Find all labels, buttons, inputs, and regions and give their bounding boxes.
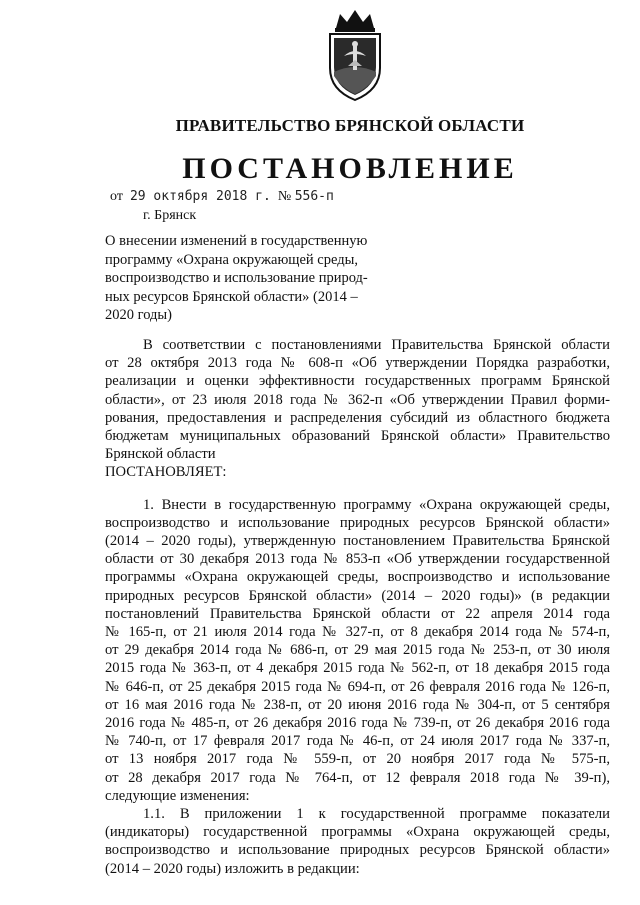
item1-line: 2015 года № 363-п, от 4 декабря 2015 года № 562-п, от 18 декабря 2015 года xyxy=(105,660,610,677)
subject-line: О внесении изменений в государственную xyxy=(105,233,368,249)
item1-line: № 646-п, от 25 декабря 2015 года № 694-п, от 26 февраля 2016 года № 126-п, xyxy=(105,678,610,695)
preamble-line: бюджетам муниципальных образований Брянской области» Правительство xyxy=(105,428,610,445)
subject-line: 2020 годы) xyxy=(105,307,172,324)
item1-line: постановлений Правительства Брянской области от 22 апреля 2014 года xyxy=(105,605,610,622)
item1-line: № 740-п, от 17 февраля 2017 года № 46-п, от 24 июля 2017 года № 337-п, xyxy=(105,733,610,750)
preamble-line: от 28 октября 2013 года № 608-п «Об утверждении Порядка разработки, xyxy=(105,355,610,372)
preamble-line: области», от 23 июля 2018 года № 362-п «Об утверждении Правил форми- xyxy=(105,391,610,408)
number-value: 556-п xyxy=(294,189,334,204)
item11-line: (2014 – 2020 годы) изложить в редакции: xyxy=(105,860,360,877)
subject-line: ных ресурсов Брянской области» (2014 – xyxy=(105,288,358,305)
government-name: ПРАВИТЕЛЬСТВО БРЯНСКОЙ ОБЛАСТИ xyxy=(175,116,525,135)
item1-line: природных ресурсов Брянской области» (2014 – 2020 годы)» (в редакции xyxy=(105,587,610,604)
date-prefix: от xyxy=(110,189,123,204)
item11-line: 1.1. В приложении 1 к государственной программе показатели xyxy=(143,806,610,823)
item1-line: от 16 мая 2016 года № 238-п, от 20 июня 2016 года № 304-п, от 5 сентября xyxy=(105,696,610,713)
city-name: г. Брянск xyxy=(143,208,197,223)
subject-block xyxy=(105,232,387,325)
subject-line: воспроизводство и использование природ- xyxy=(105,270,368,287)
subject-line: программу «Охрана окружающей среды, xyxy=(105,251,358,268)
preamble-line: реализации и оценки эффективности государственных программ Брянской xyxy=(105,373,610,390)
item11-line: (индикаторы) государственной программы «Охрана окружающей среды, xyxy=(105,824,610,841)
item1-line: от 28 декабря 2017 года № 764-п, от 12 февраля 2018 года № 39-п), xyxy=(105,769,610,786)
item1-line: от 13 ноября 2017 года № 559-п, от 20 ноября 2017 года № 575-п, xyxy=(105,751,610,768)
document-type-title: ПОСТАНОВЛЕНИЕ xyxy=(182,152,518,185)
resolves-heading: ПОСТАНОВЛЯЕТ: xyxy=(105,464,227,481)
number-prefix: № xyxy=(277,189,292,204)
item1-line: 2016 года № 485-п, от 26 декабря 2016 года № 739-п, от 26 декабря 2016 года xyxy=(105,715,610,732)
date-value: 29 октября 2018 г. xyxy=(129,189,271,204)
date-number-line xyxy=(110,189,334,205)
item1-line: № 165-п, от 21 июля 2014 года № 327-п, от 8 декабря 2014 года № 574-п, xyxy=(105,624,610,641)
item1-line: от 29 декабря 2014 года № 686-п, от 29 мая 2015 года № 253-п, от 30 июля xyxy=(105,642,610,659)
item1-line: области от 30 декабря 2013 года № 853-п «Об утверждении государственной xyxy=(105,551,610,568)
preamble-line: В соответствии с постановлениями Правительства Брянской области xyxy=(143,337,610,353)
document-body xyxy=(105,336,610,878)
item1-line: воспроизводство и использование природных ресурсов Брянской области» xyxy=(105,514,610,531)
item1-line: программы «Охрана окружающей среды, воспроизводство и использование xyxy=(105,569,610,586)
item11-line: воспроизводство и использование природных ресурсов Брянской области» xyxy=(105,842,610,859)
preamble-line: Брянской области xyxy=(105,446,216,463)
coat-of-arms-emblem xyxy=(322,6,388,104)
item1-line: (2014 – 2020 годы), утвержденную постановлением Правительства Брянской xyxy=(105,533,610,550)
preamble-line: рования, предоставления и распределения субсидий из областного бюджета xyxy=(105,409,610,426)
item1-line: 1. Внести в государственную программу «Охрана окружающей среды, xyxy=(143,496,610,513)
item1-line: следующие изменения: xyxy=(105,787,250,804)
